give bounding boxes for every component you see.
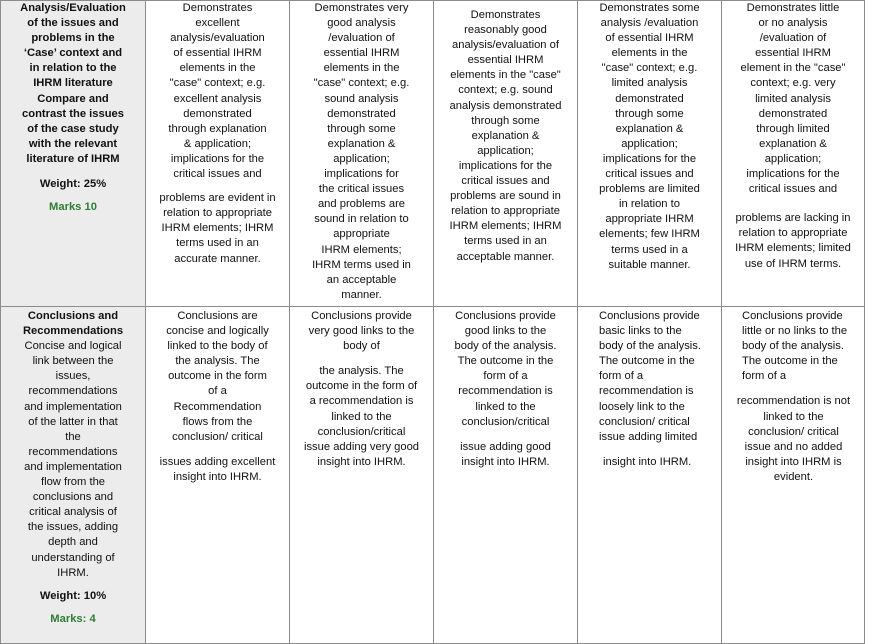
- rubric-row-analysis: [1, 1, 865, 307]
- criterion-cell-conclusions: [1, 307, 146, 644]
- criterion-title: Analysis/Evaluation of the issues and problems in the ‘Case’ context and in relation to the IHRM literature Compare and contrast the issues of the case study with the relevant literature of IHRM: [20, 2, 126, 165]
- criterion-marks: Marks 10: [49, 201, 97, 214]
- rubric-descriptor-cell: Demonstrates very good analysis /evaluation of essential IHRM elements in the "case" context; e.g. sound analysis demonstrated through some explanation & application; implications for the critical issues and problems are sound in relation to appropriate IHRM elements; IHRM terms used in an acceptable manner.: [290, 1, 434, 307]
- criterion-description: Concise and logical link between the issues, recommendations and implementation of the latter in that the recommendations and implementation flow from the conclusions and critical analysis of the issues, adding depth and understanding of IHRM.: [24, 340, 122, 579]
- rubric-row-conclusions: [1, 307, 865, 644]
- rubric-descriptor-cell: Demonstrates reasonably good analysis/evaluation of essential IHRM elements in the "case" context; e.g. sound analysis demonstrated through some explanation & application; implications for the critical issues and problems are sound in relation to appropriate IHRM elements; IHRM terms used in an acceptable manner.: [434, 1, 578, 307]
- rubric-descriptor-cell: Demonstrates little or no analysis /evaluation of essential IHRM element in the "case" context; e.g. very limited analysis demonstrated through limited explanation & application; implications for the critical issues and problems are lacking in relation to appropriate IHRM elements; limited use of IHRM terms.: [722, 1, 865, 307]
- criterion-marks: Marks: 4: [50, 612, 96, 625]
- criterion-cell-analysis: [1, 1, 146, 307]
- rubric-descriptor-cell: Demonstrates some analysis /evaluation of essential IHRM elements in the "case" context; e.g. limited analysis demonstrated through some explanation & application; implications for the critical issues and problems are limited in relation to appropriate IHRM elements; few IHRM terms used in a suitable manner.: [578, 1, 722, 307]
- criterion-weight: Weight: 10%: [39, 589, 107, 602]
- rubric-descriptor-cell: Conclusions provide basic links to the body of the analysis. The outcome in the form of a recommendation is loosely link to the conclusion/ critical issue adding limited insight into IHRM.: [578, 307, 722, 644]
- rubric-descriptor-cell: Conclusions provide very good links to the body of the analysis. The outcome in the form of a recommendation is linked to the conclusion/critical issue adding very good insight into IHRM.: [290, 307, 434, 644]
- rubric-descriptor-cell: Demonstrates excellent analysis/evaluation of essential IHRM elements in the "case" context; e.g. excellent analysis demonstrated through explanation & application; implications for the critical issues and problems are evident in relation to appropriate IHRM elements; IHRM terms used in an accurate manner.: [146, 1, 290, 307]
- criterion-title: Conclusions and Recommendations: [22, 310, 124, 338]
- rubric-descriptor-cell: Conclusions are concise and logically linked to the body of the analysis. The outcome in the form of a Recommendation flows from the conclusion/ critical issues adding excellent insight into IHRM.: [146, 307, 290, 644]
- rubric-descriptor-cell: Conclusions provide good links to the body of the analysis. The outcome in the form of a recommendation is linked to the conclusion/critical issue adding good insight into IHRM.: [434, 307, 578, 644]
- rubric-descriptor-cell: Conclusions provide little or no links to the body of the analysis. The outcome in the form of a recommendation is not linked to the conclusion/ critical issue and no added insight into IHRM is evident.: [722, 307, 865, 644]
- criterion-weight: Weight: 25%: [39, 178, 107, 191]
